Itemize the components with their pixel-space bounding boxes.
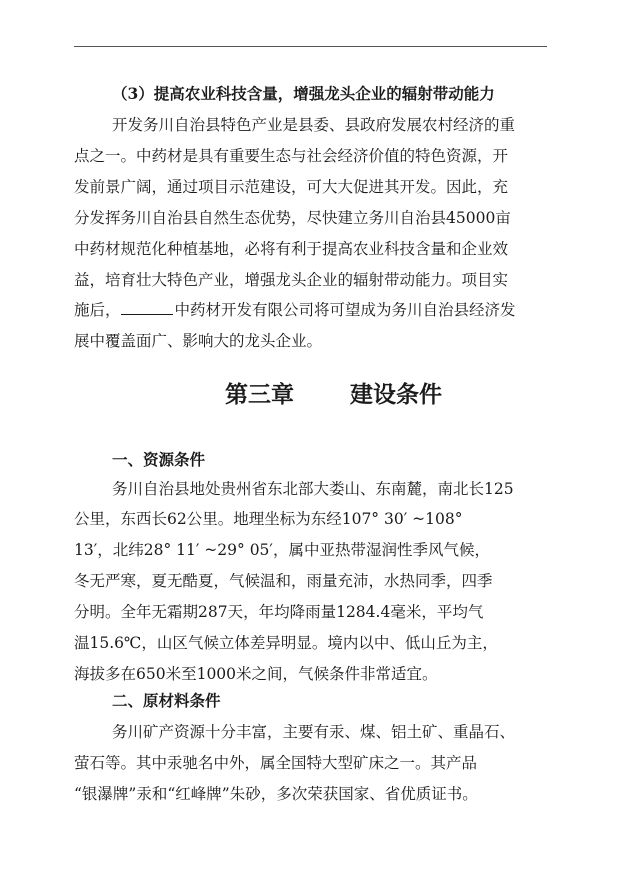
paragraph-line: 温15.6℃，山区气候立体差异明显。境内以中、低山丘为主， xyxy=(74,634,498,652)
paragraph-line: 分发挥务川自治县自然生态优势，尽快建立务川自治县45000亩 xyxy=(74,209,511,227)
paragraph-line: 13′，北纬28° 11′ ~29° 05′，属中亚热带湿润性季风气候， xyxy=(74,541,490,559)
paragraph-line: 中药材规范化种植基地，必将有利于提高农业科技含量和企业效 xyxy=(74,240,509,258)
paragraph-line: 点之一。中药材是具有重要生态与社会经济价值的特色资源，开 xyxy=(74,147,509,165)
section-heading: 一、资源条件 xyxy=(112,450,206,469)
paragraph-line: “银瀑牌”汞和“红峰牌”朱砂，多次荣获国家、省优质证书。 xyxy=(74,785,478,803)
header-rule xyxy=(74,46,547,47)
chapter-number: 第三章 xyxy=(225,381,294,408)
line-prefix: 施后， xyxy=(74,301,121,319)
line-suffix: 中药材开发有限公司将可望成为务川自治县经济发 xyxy=(174,301,516,319)
blank-underline xyxy=(121,300,173,315)
section-heading: 二、原材料条件 xyxy=(112,691,221,710)
paragraph-line: 公里，东西长62公里。地理坐标为东经107° 30′ ~108° xyxy=(74,510,463,528)
paragraph-line: 展中覆盖面广、影响大的龙头企业。 xyxy=(74,332,323,350)
paragraph-line: 分明。全年无霜期287天，年均降雨量1284.4毫米，平均气 xyxy=(74,603,484,621)
paragraph-line: 海拔多在650米至1000米之间，气候条件非常适宜。 xyxy=(74,665,438,683)
paragraph-line xyxy=(74,300,516,320)
paragraph-line: 开发务川自治县特色产业是县委、县政府发展农村经济的重 xyxy=(112,116,516,134)
paragraph-line: 益，培育壮大特色产业，增强龙头企业的辐射带动能力。项目实 xyxy=(74,271,509,289)
section-heading: （3）提高农业科技含量，增强龙头企业的辐射带动能力 xyxy=(112,84,495,103)
paragraph-line: 冬无严寒，夏无酷夏，气候温和，雨量充沛，水热同季，四季 xyxy=(74,572,493,590)
paragraph-line: 发前景广阔，通过项目示范建设，可大大促进其开发。因此，充 xyxy=(74,178,509,196)
chapter-title: 建设条件 xyxy=(350,381,442,408)
paragraph-line: 务川自治县地处贵州省东北部大娄山、东南麓，南北长125 xyxy=(112,480,514,498)
paragraph-line: 萤石等。其中汞驰名中外，属全国特大型矿床之一。其产品 xyxy=(74,754,478,772)
paragraph-line: 务川矿产资源十分丰富，主要有汞、煤、铝土矿、重晶石、 xyxy=(112,723,516,741)
